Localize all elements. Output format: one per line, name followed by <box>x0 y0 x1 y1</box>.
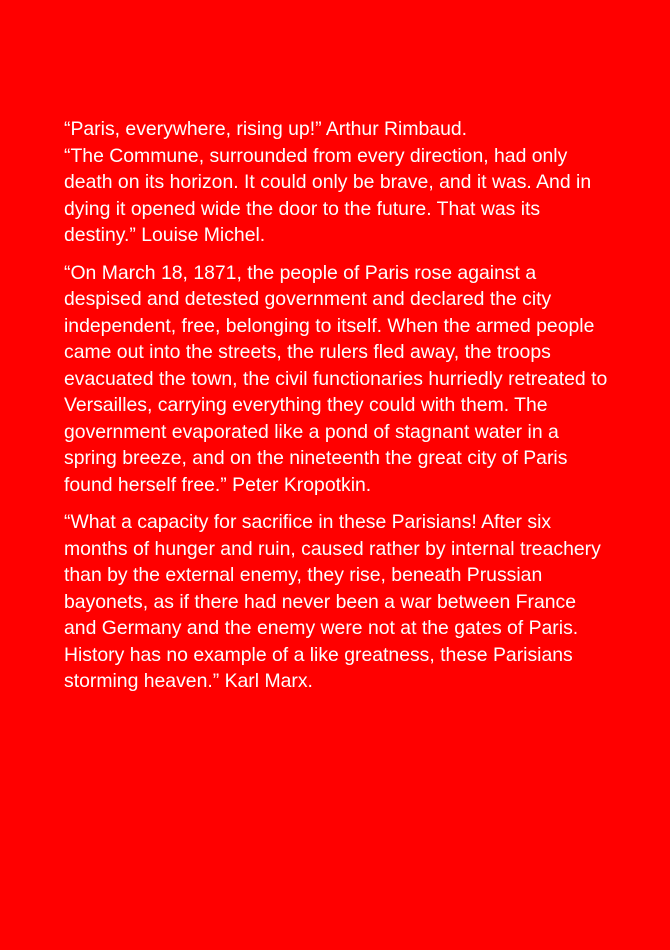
text-line: dying it opened wide the door to the future. That was its <box>64 197 541 220</box>
text-line: spring breeze, and on the nineteenth the great city of Paris <box>64 447 568 469</box>
text-line: “On March 18, 1871, the people of Paris rose against a <box>64 261 537 284</box>
text-line: government evaporated like a pond of stagnant water in a <box>64 420 559 443</box>
text-line: “Paris, everywhere, rising up!” Arthur Rimbaud. <box>64 118 468 140</box>
text-line: History has no example of a like greatness, these Parisians <box>64 643 573 666</box>
text-line: found herself free.” Peter Kropotkin. <box>64 473 372 496</box>
quotes-page <box>64 116 654 706</box>
text-line: bayonets, as if there had never been a war between France <box>64 590 577 613</box>
text-line: months of hunger and ruin, caused rather by internal treachery <box>64 537 601 560</box>
text-line: evacuated the town, the civil functionaries hurriedly retreated to <box>64 367 608 390</box>
text-line: despised and detested government and declared the city <box>64 288 552 310</box>
text-line: death on its horizon. It could only be brave, and it was. And in <box>64 171 592 193</box>
text-line: and Germany and the enemy were not at the gates of Paris. <box>64 617 579 639</box>
text-line: “The Commune, surrounded from every direction, had only <box>64 144 568 167</box>
text-line: “What a capacity for sacrifice in these Parisians! After six <box>64 511 552 533</box>
text-line: storming heaven.” Karl Marx. <box>64 670 313 692</box>
paragraph-kropotkin <box>64 260 654 499</box>
text-line: independent, free, belonging to itself. When the armed people <box>64 314 595 337</box>
text-line: came out into the streets, the rulers fled away, the troops <box>64 341 551 363</box>
text-line: Versailles, carrying everything they could with them. The <box>64 394 548 416</box>
paragraph-rimbaud-michel <box>64 116 654 249</box>
text-line: destiny.” Louise Michel. <box>64 224 266 246</box>
paragraph-marx <box>64 509 654 695</box>
text-line: than by the external enemy, they rise, beneath Prussian <box>64 564 543 586</box>
